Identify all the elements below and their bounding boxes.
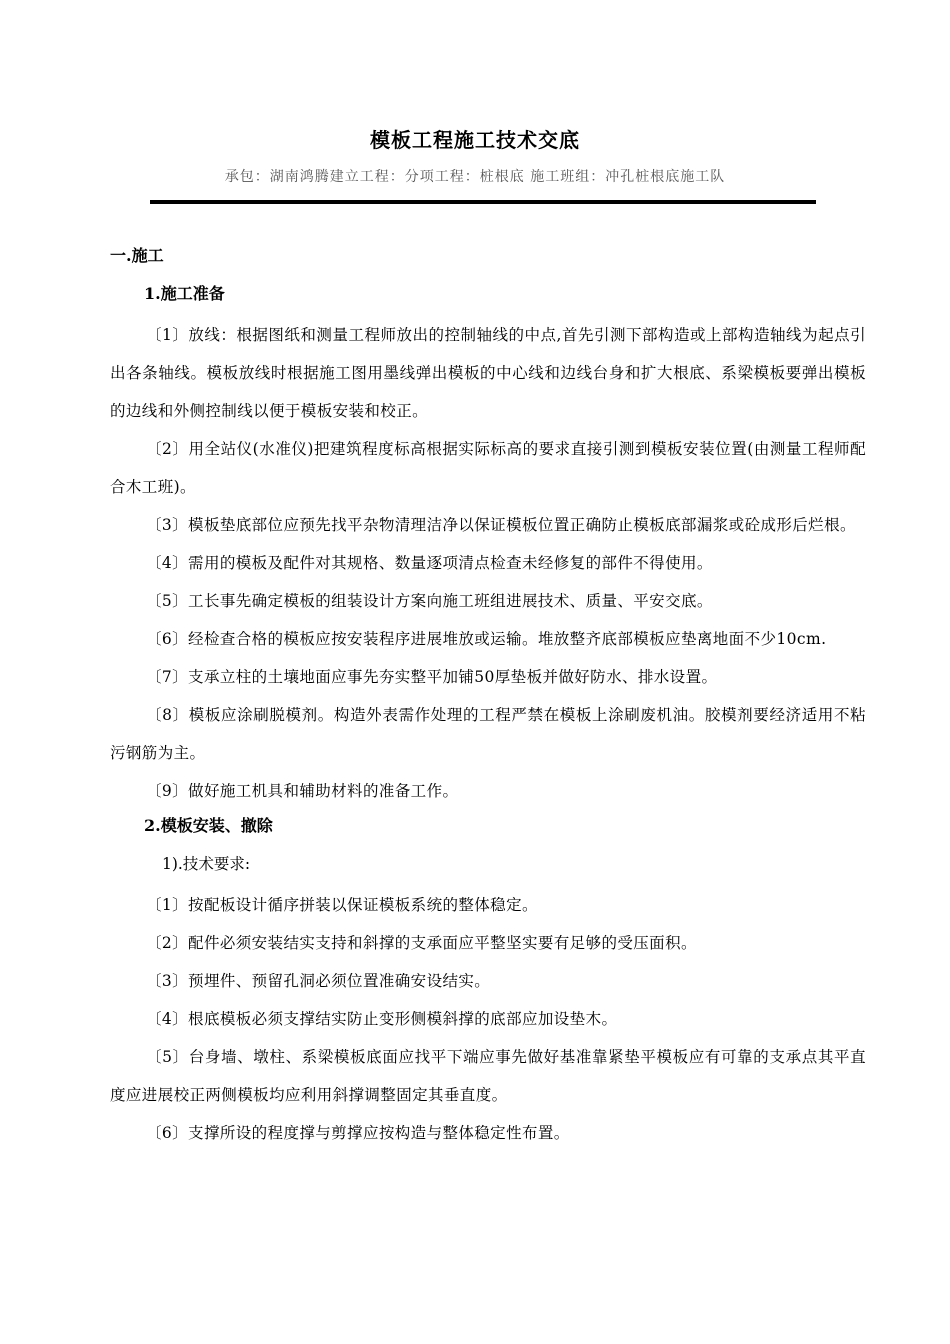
document-subtitle: 承包：湖南鸿腾建立工程：分项工程：桩根底 施工班组：冲孔桩根底施工队	[224, 169, 726, 185]
preparation-item-5: 〔5〕工长事先确定模板的组装设计方案向施工班组进展技术、质量、平安交底。	[146, 592, 713, 610]
preparation-item-8: 〔8〕模板应涂刷脱模剂。构造外表需作处理的工程严禁在模板上涂刷废机油。胶模剂要经济适用不粘污钢筋为主。	[110, 706, 866, 762]
requirement-item-4: 〔4〕根底模板必须支撑结实防止变形侧模斜撑的底部应加设垫木。	[146, 1010, 618, 1028]
requirement-item-2: 〔2〕配件必须安装结实支持和斜撑的支承面应平整坚实要有足够的受压面积。	[146, 934, 697, 952]
document-body	[110, 240, 866, 1152]
subsection-heading-preparation: 1.施工准备	[144, 284, 225, 303]
requirement-item-3: 〔3〕预埋件、预留孔洞必须位置准确安设结实。	[146, 972, 491, 990]
requirement-item-6: 〔6〕支撑所设的程度撑与剪撑应按构造与整体稳定性布置。	[146, 1124, 570, 1142]
requirement-item-1: 〔1〕按配板设计循序拼装以保证模板系统的整体稳定。	[146, 896, 538, 914]
document-title: 模板工程施工技术交底	[370, 128, 580, 152]
preparation-item-1: 〔1〕放线：根据图纸和测量工程师放出的控制轴线的中点,首先引测下部构造或上部构造轴线为起点引出各条轴线。模板放线时根据施工图用墨线弹出模板的中心线和边线台身和扩大根底、系梁模板要弹出模板的边线和外侧控制线以便于模板安装和校正。	[110, 326, 866, 420]
header-divider	[150, 200, 816, 204]
preparation-item-9: 〔9〕做好施工机具和辅助材料的准备工作。	[146, 782, 459, 800]
preparation-item-6: 〔6〕经检查合格的模板应按安装程序进展堆放或运输。堆放整齐底部模板应垫离地面不少10cm.	[146, 630, 827, 648]
technical-requirements-heading: 1).技术要求:	[162, 855, 251, 873]
preparation-item-2: 〔2〕用全站仪(水准仪)把建筑程度标高根据实际标高的要求直接引测到模板安装位置(由测量工程师配合木工班)。	[110, 440, 866, 496]
subsection-heading-installation: 2.模板安装、撤除	[144, 816, 273, 835]
preparation-item-4: 〔4〕需用的模板及配件对其规格、数量逐项清点检查未经修复的部件不得使用。	[146, 554, 713, 572]
section-heading-construction: 一.施工	[110, 246, 164, 265]
preparation-item-3: 〔3〕模板垫底部位应预先找平杂物清理洁净以保证模板位置正确防止模板底部漏浆或砼成形后烂根。	[146, 516, 856, 534]
requirement-item-5: 〔5〕台身墙、墩柱、系梁模板底面应找平下端应事先做好基准靠紧垫平模板应有可靠的支承点其平直度应进展校正两侧模板均应利用斜撑调整固定其垂直度。	[110, 1048, 866, 1104]
preparation-item-7: 〔7〕支承立柱的土壤地面应事先夯实整平加铺50厚垫板并做好防水、排水设置。	[146, 668, 718, 686]
